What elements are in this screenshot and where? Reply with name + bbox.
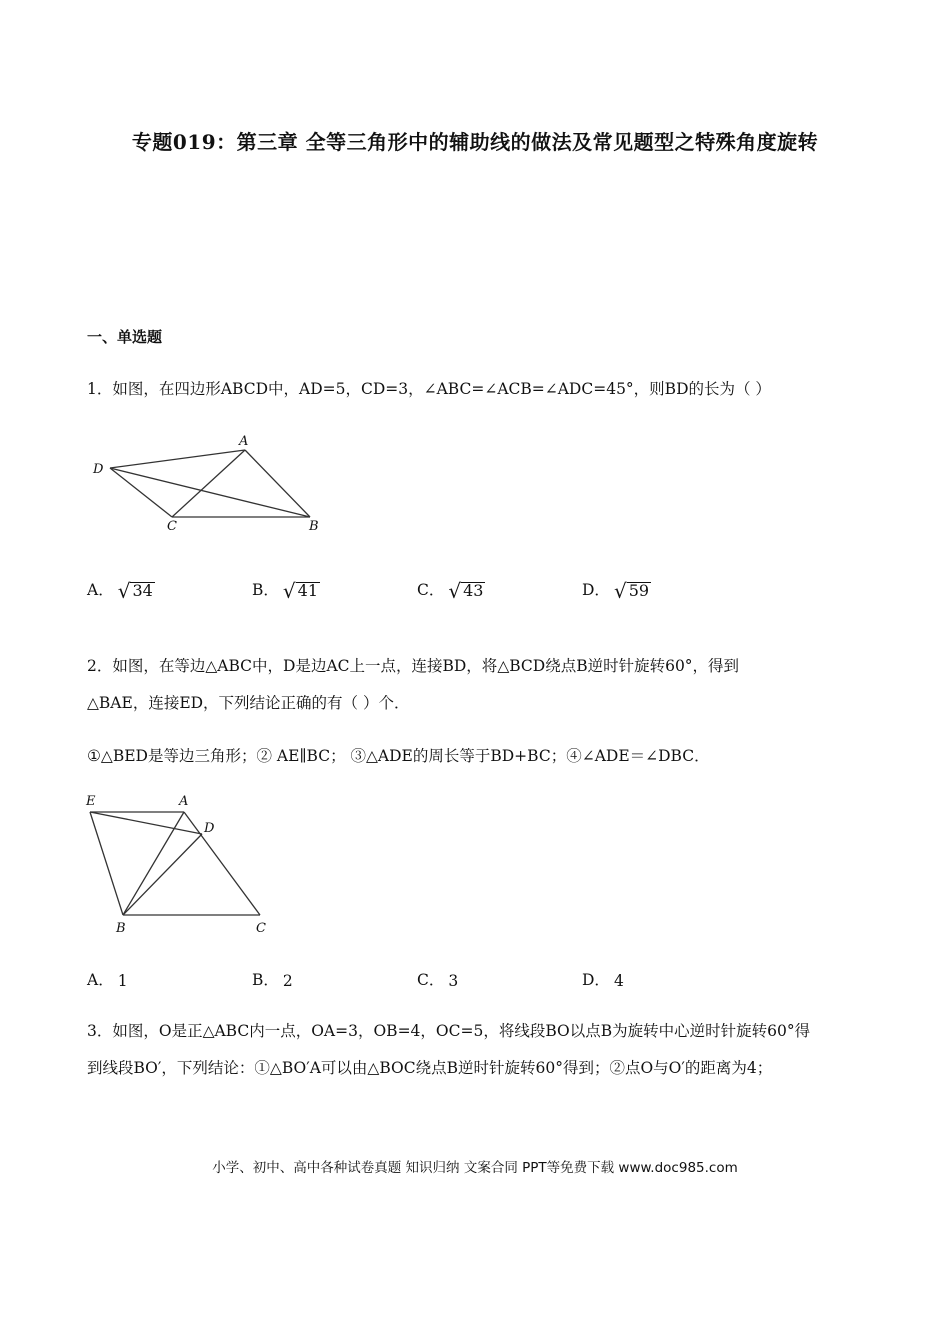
question-3-stem-line2: 到线段BO′，下列结论：①△BO′A可以由△BOC绕点B逆时针旋转60°得到；②点O与O′的距离为4； xyxy=(87,1059,773,1077)
question-2-figure xyxy=(80,788,275,938)
vertex-label-c: C xyxy=(256,921,266,936)
question-2-stem-line1: 2．如图，在等边△ABC中，D是边AC上一点，连接BD，将△BCD绕点B逆时针旋转60°，得到 xyxy=(87,657,740,675)
sqrt-symbol: √ 34 xyxy=(117,579,153,603)
page-title: 专题019：第三章 全等三角形中的辅助线的做法及常见题型之特殊角度旋转 xyxy=(131,130,819,154)
q2-option-d-letter: D． xyxy=(582,971,610,989)
vertex-label-d: D xyxy=(204,821,215,836)
q2-option-c-value: 3 xyxy=(448,972,459,990)
q2-option-a-letter: A． xyxy=(87,971,114,989)
q2-option-d-value: 4 xyxy=(613,972,624,990)
q2-option-c-letter: C． xyxy=(417,971,445,989)
q1-option-a-letter: A． xyxy=(87,581,114,599)
vertex-label-b: B xyxy=(309,519,319,534)
vertex-label-e: E xyxy=(86,794,96,809)
q1-option-a[interactable] xyxy=(87,578,155,603)
question-3-stem-line1: 3．如图，O是正△ABC内一点，OA=3，OB=4，OC=5，将线段BO以点B为旋转中心逆时针旋转60°得 xyxy=(87,1022,811,1040)
question-1-stem: 1．如图，在四边形ABCD中，AD=5，CD=3，∠ABC=∠ACB=∠ADC=45°，则BD的长为（ ） xyxy=(87,380,771,398)
q1-option-c-radicand: 43 xyxy=(463,581,484,600)
question-2-stem-line2: △BAE，连接ED，下列结论正确的有（ ）个． xyxy=(87,694,410,712)
q1-option-b-radicand: 41 xyxy=(297,581,318,600)
vertex-label-a: A xyxy=(239,434,249,449)
q2-option-d[interactable] xyxy=(582,968,624,990)
q2-option-b-value: 2 xyxy=(282,972,293,990)
q1-option-c[interactable] xyxy=(417,578,485,603)
sqrt-symbol: √ 41 xyxy=(282,579,318,603)
q2-option-b[interactable] xyxy=(252,968,293,990)
q1-option-b[interactable] xyxy=(252,578,320,603)
section-heading: 一、单选题 xyxy=(87,328,163,346)
q1-option-d-letter: D． xyxy=(582,581,610,599)
q2-option-c[interactable] xyxy=(417,968,458,990)
vertex-label-b: B xyxy=(116,921,126,936)
question-2-statements: ①△BED是等边三角形；② AE∥BC； ③△ADE的周长等于BD+BC；④∠ADE＝∠DBC． xyxy=(87,747,710,765)
page-footer: 小学、初中、高中各种试卷真题 知识归纳 文案合同 PPT等免费下载 www.doc985.com xyxy=(212,1160,738,1176)
q1-option-d-radicand: 59 xyxy=(628,581,650,600)
sqrt-symbol: √ 43 xyxy=(448,579,484,603)
sqrt-symbol: √ 59 xyxy=(613,579,650,603)
q1-option-b-letter: B． xyxy=(252,581,279,599)
vertex-label-a: A xyxy=(179,794,189,809)
vertex-label-c: C xyxy=(167,519,177,534)
q1-option-d[interactable] xyxy=(582,578,651,603)
q2-option-a-value: 1 xyxy=(117,972,128,990)
q1-option-c-letter: C． xyxy=(417,581,445,599)
question-1-figure xyxy=(88,432,328,534)
q1-option-a-radicand: 34 xyxy=(132,581,153,600)
q2-option-a[interactable] xyxy=(87,968,128,990)
vertex-label-d: D xyxy=(93,462,104,477)
q2-option-b-letter: B． xyxy=(252,971,279,989)
